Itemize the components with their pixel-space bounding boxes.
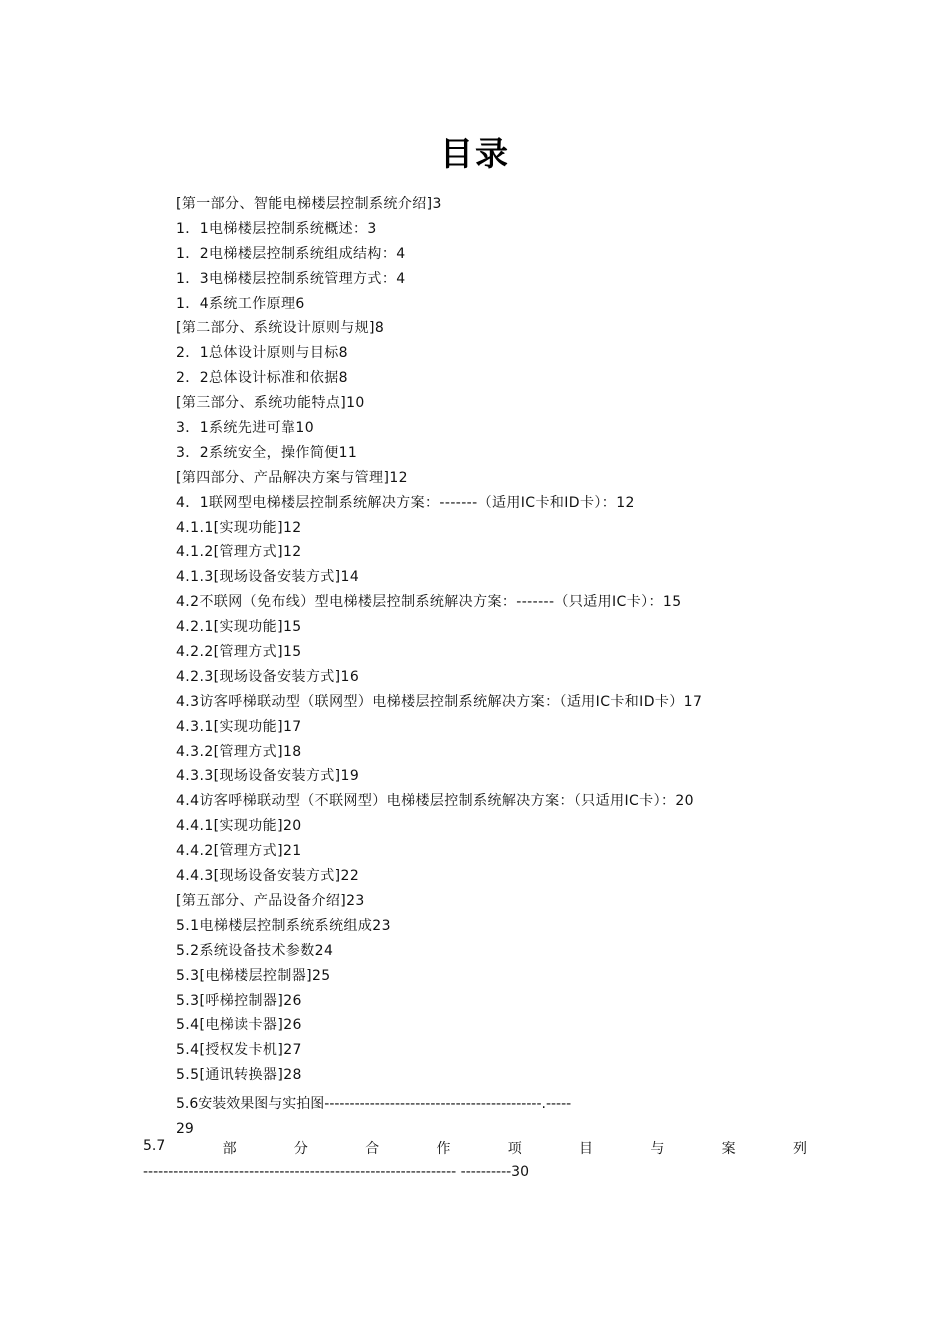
toc-entry-5-7-word: 目 <box>579 1141 594 1157</box>
toc-entry[interactable]: 4.2.3[现场设备安装方式]16 <box>176 668 360 685</box>
toc-entry[interactable]: 3．1系统先进可靠10 <box>176 420 315 437</box>
toc-entry[interactable]: 4.4访客呼梯联动型（不联网型）电梯楼层控制系统解决方案：（只适用IC卡）：20 <box>176 793 694 810</box>
toc-entry[interactable]: 4.3.3[现场设备安装方式]19 <box>176 768 360 785</box>
toc-entry[interactable]: 4.1.1[实现功能]12 <box>176 519 302 536</box>
toc-entry[interactable]: 4.4.2[管理方式]21 <box>176 843 302 860</box>
toc-title: 目录 <box>440 134 510 173</box>
toc-entry[interactable]: [第五部分、产品设备介绍]23 <box>176 892 365 909</box>
toc-entry[interactable]: 5.4[授权发卡机]27 <box>176 1042 302 1059</box>
toc-entry[interactable]: 5.4[电梯读卡器]26 <box>176 1017 302 1034</box>
toc-entry-5-7-word: 项 <box>507 1141 522 1157</box>
toc-entry-5-6-text: 5.6安装效果图与实拍图-------------------------------------------.----- <box>176 1096 572 1112</box>
toc-entry[interactable]: 4.2.1[实现功能]15 <box>176 619 302 636</box>
toc-entry[interactable]: [第四部分、产品解决方案与管理]12 <box>176 469 408 486</box>
toc-entry[interactable]: [第一部分、智能电梯楼层控制系统介绍]3 <box>176 196 442 212</box>
toc-entry[interactable]: 4.1.3[现场设备安装方式]14 <box>176 569 360 586</box>
toc-entry-5-7-word: 5.7 <box>143 1138 166 1154</box>
toc-entry[interactable]: 4.1.2[管理方式]12 <box>176 544 302 561</box>
toc-entry[interactable]: 4.4.3[现场设备安装方式]22 <box>176 868 360 885</box>
toc-entry[interactable]: 5.3[呼梯控制器]26 <box>176 992 302 1009</box>
toc-entry-5-7-leader: -------------------------------------------------------------- ----------30 <box>143 1164 529 1180</box>
toc-entry[interactable]: 4．1联网型电梯楼层控制系统解决方案：-------（适用IC卡和ID卡）：12 <box>176 494 635 511</box>
toc-entry-5-6[interactable] <box>176 1092 816 1142</box>
toc-entry[interactable]: 4.4.1[实现功能]20 <box>176 818 302 835</box>
toc-list <box>176 192 816 1088</box>
toc-entry[interactable]: 4.2.2[管理方式]15 <box>176 644 302 661</box>
toc-entry-5-7-word: 部 <box>222 1141 237 1157</box>
toc-entry[interactable]: 3．2系统安全，操作简便11 <box>176 444 358 461</box>
toc-entry[interactable]: 2．2总体设计标准和依据8 <box>176 370 348 387</box>
toc-entry[interactable]: 5.2系统设备技术参数24 <box>176 942 334 959</box>
toc-entry[interactable]: [第二部分、系统设计原则与规]8 <box>176 320 385 337</box>
toc-entry-5-7[interactable] <box>143 1138 807 1158</box>
toc-entry[interactable]: 4.3.1[实现功能]17 <box>176 718 302 735</box>
toc-entry[interactable]: 1．2电梯楼层控制系统组成结构：4 <box>176 245 406 262</box>
toc-entry-5-7-word: 分 <box>293 1141 308 1157</box>
toc-entry[interactable]: 4.3访客呼梯联动型（联网型）电梯楼层控制系统解决方案：（适用IC卡和ID卡）17 <box>176 693 703 710</box>
toc-entry-5-7-word: 列 <box>792 1141 807 1157</box>
toc-entry-5-7-word: 作 <box>436 1141 451 1157</box>
toc-entry[interactable]: 2．1总体设计原则与目标8 <box>176 345 348 362</box>
toc-entry-5-6-page: 29 <box>176 1120 194 1137</box>
toc-entry[interactable]: 1．1电梯楼层控制系统概述：3 <box>176 220 377 237</box>
toc-entry-5-7-word: 案 <box>721 1141 736 1157</box>
toc-entry-5-7-word: 与 <box>650 1141 665 1157</box>
toc-entry[interactable]: 1．4系统工作原理6 <box>176 295 305 312</box>
toc-entry[interactable]: 1．3电梯楼层控制系统管理方式：4 <box>176 270 406 287</box>
toc-entry[interactable]: 5.3[电梯楼层控制器]25 <box>176 967 331 984</box>
toc-entry[interactable]: 5.5[通讯转换器]28 <box>176 1067 302 1084</box>
toc-entry[interactable]: 4.3.2[管理方式]18 <box>176 743 302 760</box>
toc-entry-5-7-word: 合 <box>365 1141 380 1157</box>
toc-entry[interactable]: 4.2不联网（免布线）型电梯楼层控制系统解决方案：-------（只适用IC卡）：15 <box>176 594 682 611</box>
toc-entry[interactable]: [第三部分、系统功能特点]10 <box>176 395 365 412</box>
toc-entry[interactable]: 5.1电梯楼层控制系统系统组成23 <box>176 917 391 934</box>
